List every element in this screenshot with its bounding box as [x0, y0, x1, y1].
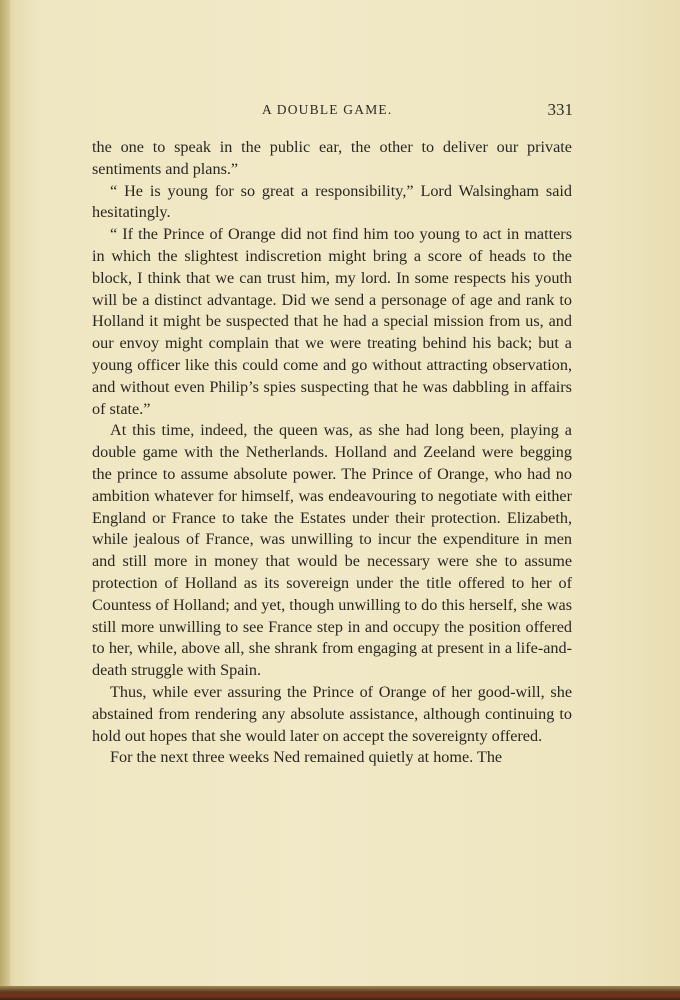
body-text: [92, 137, 572, 769]
running-head-title: A DOUBLE GAME.: [262, 102, 393, 117]
paragraph-continued: the one to speak in the public ear, the other to deliver our private sentiments and plans.”: [92, 138, 572, 178]
paragraph-dialogue-prince: “ If the Prince of Orange did not find him too young to act in matters in which the slightest indiscretion might bring a score of heads to the block, I think that we can trust him, my lord. In some respects his youth will be a distinct advantage. Did we send a personage of age and rank to Holland it might be suspected that he had a special mission from us, and our envoy might complain that we were treating behind his back; but a young officer like this could come and go without attracting observation, and without even Philip’s spies suspecting that he was dabbling in affairs of state.”: [92, 225, 572, 418]
page-number: 331: [547, 100, 573, 119]
running-head: [90, 102, 575, 124]
binding-edge: [0, 0, 10, 1000]
paragraph-double-game: At this time, indeed, the queen was, as she had long been, playing a double game with the Netherlands. Holland and Zeeland were begging the prince to assume absolute power. The Prince of Orange, who had no ambition whatever for himself, was endeavouring to negotiate with either England or France to take the Estates under their protection. Elizabeth, while jealous of France, was unwilling to incur the expenditure in men and still more in money that would be necessary were she to assume protection of Holland as its sovereign under the title offered to her of Countess of Holland; and yet, though unwilling to do this herself, she was still more unwilling to see France step in and occupy the position offered to her, while, above all, she shrank from engaging at present in a life-and-death struggle with Spain.: [92, 421, 572, 680]
paragraph-queen-assurance: Thus, while ever assuring the Prince of Orange of her good-will, she abstained from rendering any absolute assistance, although continuing to hold out hopes that she would later on accept the sovereignty offered.: [92, 682, 572, 745]
paragraph-ned-home: For the next three weeks Ned remained quietly at home. The: [110, 748, 503, 767]
page-bottom-edge: [0, 986, 680, 1000]
paragraph-dialogue-walsingham: “ He is young for so great a responsibility,” Lord Walsingham said hesitatingly.: [92, 181, 572, 222]
